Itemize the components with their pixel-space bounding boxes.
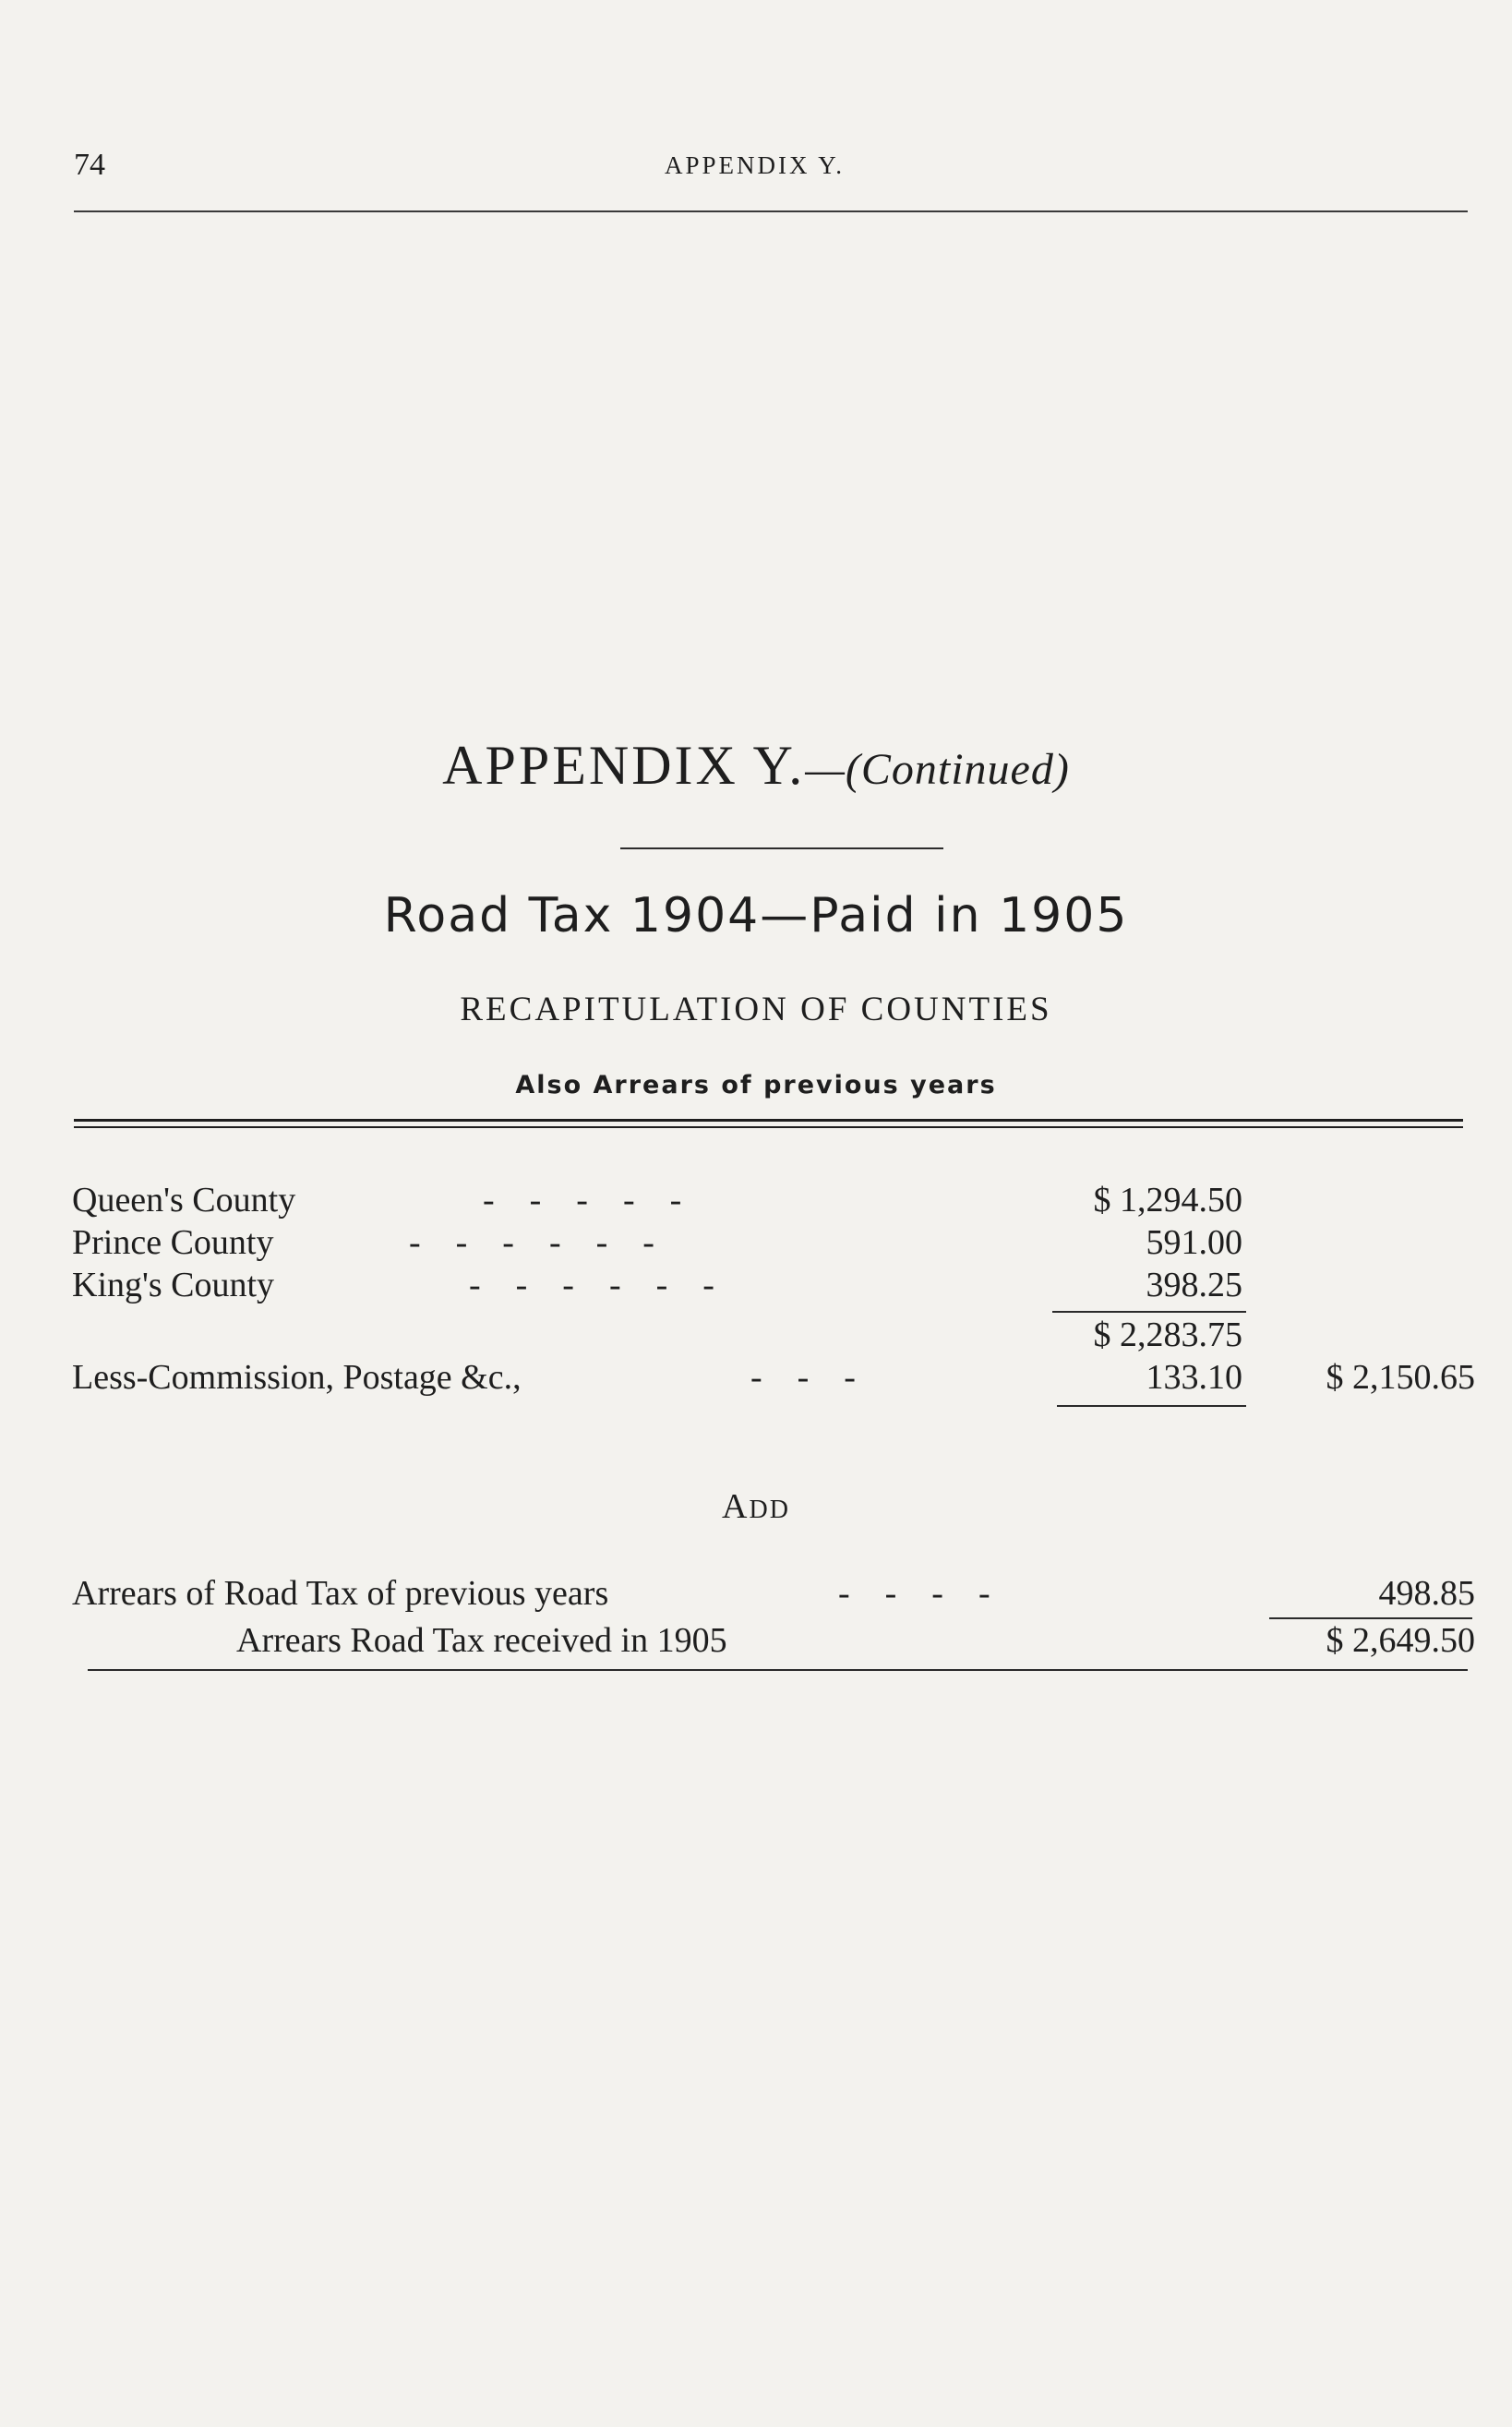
less-row [72,1357,1475,1401]
appendix-title [0,734,1512,798]
add-heading [0,1486,1512,1527]
running-head [74,148,1458,194]
total-rule [1269,1617,1472,1619]
add-heading-first: A [722,1487,750,1526]
title-rule [620,847,943,849]
less-rule [1057,1405,1246,1407]
bottom-rule [88,1669,1468,1671]
row-amount: 591.00 [1146,1223,1242,1262]
arrears-row [72,1573,1475,1617]
total-row [72,1620,1475,1664]
total-amount: $ 2,649.50 [1326,1621,1475,1660]
subtotal-row [72,1315,1475,1359]
header-rule [74,210,1468,212]
dot-leader: - - - - [838,1574,990,1613]
subtotal-amount: $ 2,283.75 [1093,1316,1242,1354]
add-heading-rest: DD [749,1496,790,1524]
running-title: APPENDIX Y. [665,151,846,179]
page-number: 74 [74,148,105,182]
row-label: Less-Commission, Postage &c., [72,1358,522,1397]
row-label: Arrears of Road Tax of previous years [72,1574,609,1613]
dot-leader: - - - [750,1358,856,1397]
row-amount: 498.85 [1378,1574,1475,1613]
dot-leader: - - - - - - [409,1223,654,1262]
row-amount: 133.10 [1146,1358,1242,1397]
table-row [72,1265,1475,1309]
section-subtitle: RECAPITULATION OF COUNTIES [460,991,1052,1028]
table-double-rule [74,1119,1463,1128]
dot-leader: - - - - - [483,1181,682,1220]
table-row [72,1222,1475,1267]
row-amount: $ 1,294.50 [1093,1181,1242,1220]
dot-leader: - - - - - - [469,1266,714,1304]
row-label: Prince County [72,1223,274,1262]
section-title: Road Tax 1904—Paid in 1905 [383,888,1129,943]
appendix-title-continued: —(Continued) [805,745,1070,794]
row-label: Arrears Road Tax received in 1905 [236,1621,727,1660]
row-label: King's County [72,1266,275,1304]
row-amount: 398.25 [1146,1266,1242,1304]
subtotal-rule [1052,1311,1246,1313]
row-label: Queen's County [72,1181,296,1220]
appendix-title-main: APPENDIX Y. [442,735,806,796]
section-note: Also Arrears of previous years [515,1071,997,1099]
table-row [72,1180,1475,1224]
net-amount: $ 2,150.65 [1326,1358,1475,1397]
